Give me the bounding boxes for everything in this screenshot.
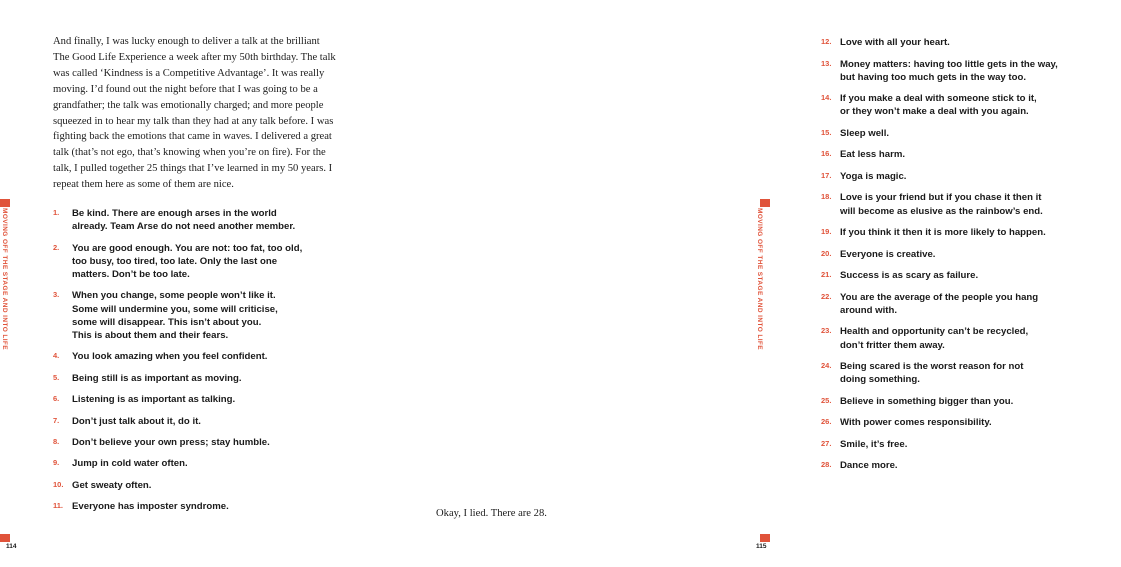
- list-item: [821, 191, 1121, 217]
- item-text-line: This is about them and their fears.: [72, 330, 229, 341]
- list-item: [53, 415, 353, 428]
- item-number: 13.: [821, 58, 832, 68]
- item-text-line: around with.: [840, 304, 898, 316]
- item-number: 18.: [821, 192, 832, 202]
- item-text-line: Everyone is creative.: [840, 248, 936, 260]
- list-item: [821, 92, 1121, 118]
- item-text-line: Being still is as important as moving.: [72, 372, 242, 384]
- item-text-line: Success is as scary as failure.: [840, 270, 979, 282]
- list-item: [821, 395, 1121, 408]
- item-number: 10.: [53, 479, 64, 489]
- lessons-list-left: [53, 207, 353, 522]
- edge-tab-left-bottom: [0, 534, 10, 542]
- item-text-line: Health and opportunity can’t be recycled,: [840, 326, 1029, 338]
- item-number: 12.: [821, 37, 832, 46]
- item-text-line: Yoga is magic.: [840, 170, 907, 182]
- list-item: [821, 416, 1121, 429]
- item-number: 15.: [821, 127, 832, 137]
- item-text-line: Be kind. There are enough arses in the world: [72, 208, 277, 219]
- closing-line: Okay, I lied. There are 28.: [436, 508, 547, 519]
- item-number: 20.: [821, 248, 832, 258]
- item-text-line: Listening is as important as talking.: [72, 394, 236, 406]
- item-text-line: If you make a deal with someone stick to it,: [840, 93, 1037, 105]
- list-item: [821, 291, 1121, 317]
- item-text-line: Believe in something bigger than you.: [840, 395, 1014, 407]
- list-item: [821, 127, 1121, 140]
- item-number: 19.: [821, 227, 832, 237]
- list-item: [821, 438, 1121, 451]
- item-text-line: With power comes responsibility.: [840, 417, 992, 429]
- lessons-list-right: [821, 36, 1121, 481]
- list-item: [53, 393, 353, 406]
- running-head-right: MOVING OFF THE STAGE AND INTO LIFE: [756, 208, 763, 351]
- item-text-line: When you change, some people won’t like it.: [72, 290, 276, 302]
- list-item: [53, 500, 353, 513]
- item-text-line: Get sweaty often.: [72, 479, 152, 491]
- item-number: 8.: [53, 436, 60, 446]
- item-text-line: some will disappear. This isn’t about you.: [72, 316, 262, 328]
- item-text-line: but having too much gets in the way too.: [840, 71, 1027, 83]
- item-number: 23.: [821, 326, 832, 336]
- item-text-line: Eat less harm.: [840, 149, 906, 161]
- list-item: [53, 242, 353, 282]
- list-item: [821, 459, 1121, 472]
- page-number-right: 115: [756, 543, 767, 550]
- list-item: [821, 148, 1121, 161]
- list-item: [821, 170, 1121, 183]
- item-text-line: too busy, too tired, too late. Only the last one: [72, 255, 278, 267]
- item-text-line: already. Team Arse do not need another member.: [72, 221, 296, 233]
- item-number: 24.: [821, 361, 832, 371]
- list-item: [821, 36, 1121, 49]
- right-page: [385, 0, 1058, 567]
- list-item: [53, 372, 353, 385]
- item-text-line: doing something.: [840, 374, 920, 386]
- intro-paragraph: And finally, I was lucky enough to deliver a talk at the brilliant The Good Life Experience a week after my 50th birthday. The talk was called ‘Kindness is a Competitive Advantage’. It was really moving. I’d found out the night before that I was going to be a grandfather; the talk was emotionally charged; and more people squeezed in to hear my talk than they had at any talk before. I was fighting back the emotions that came in waves. I delivered a great talk (that’s not ego, that’s knowing when you’re on fire). For the talk, I pulled together 25 things that I’ve learned in my 50 years. I repeat them here as some of them are nice.: [53, 36, 336, 191]
- running-head-left: MOVING OFF THE STAGE AND INTO LIFE: [1, 208, 8, 351]
- list-item: [821, 325, 1121, 351]
- item-text-line: or they won’t make a deal with you again.: [840, 106, 1029, 118]
- list-item: [53, 350, 353, 363]
- item-text-line: Some will undermine you, some will criticise,: [72, 303, 278, 315]
- item-text-line: matters. Don’t be too late.: [72, 269, 190, 280]
- item-text-line: Don’t believe your own press; stay humble.: [72, 436, 270, 448]
- item-number: 6.: [53, 394, 60, 404]
- item-number: 11.: [53, 501, 64, 511]
- item-text-line: Sleep well.: [840, 127, 890, 139]
- list-item: [53, 436, 353, 449]
- item-text-line: will become as elusive as the rainbow’s end.: [840, 205, 1043, 217]
- item-number: 17.: [821, 170, 832, 180]
- item-number: 14.: [821, 93, 832, 103]
- item-number: 1.: [53, 208, 60, 217]
- item-number: 26.: [821, 417, 832, 427]
- item-number: 5.: [53, 372, 60, 382]
- item-number: 2.: [53, 242, 60, 252]
- item-text-line: Smile, it’s free.: [840, 438, 908, 450]
- item-number: 27.: [821, 438, 832, 448]
- left-page: [0, 0, 385, 567]
- list-item: [53, 207, 353, 233]
- item-text-line: Love is your friend but if you chase it then it: [840, 192, 1042, 204]
- list-item: [53, 479, 353, 492]
- page-number-left: 114: [6, 543, 17, 550]
- item-number: 3.: [53, 290, 60, 300]
- item-text-line: Dance more.: [840, 460, 898, 472]
- edge-tab-right-bottom: [760, 534, 770, 542]
- list-item: [53, 289, 353, 342]
- edge-tab-left-top: [0, 199, 10, 207]
- item-text-line: You are the average of the people you hang: [840, 291, 1039, 303]
- list-item: [821, 360, 1121, 386]
- item-text-line: If you think it then it is more likely to happen.: [840, 227, 1046, 239]
- item-number: 21.: [821, 270, 832, 280]
- list-item: [821, 248, 1121, 261]
- list-item: [821, 58, 1121, 84]
- edge-tab-right-top: [760, 199, 770, 207]
- item-number: 28.: [821, 460, 832, 470]
- item-number: 4.: [53, 351, 60, 361]
- item-number: 22.: [821, 291, 832, 301]
- item-text-line: You are good enough. You are not: too fat, too old,: [72, 242, 303, 254]
- item-number: 25.: [821, 395, 832, 405]
- item-number: 9.: [53, 458, 60, 468]
- item-text-line: Don’t just talk about it, do it.: [72, 415, 201, 427]
- list-item: [821, 269, 1121, 282]
- item-text-line: Being scared is the worst reason for not: [840, 361, 1024, 373]
- item-text-line: You look amazing when you feel confident.: [72, 351, 268, 363]
- item-number: 16.: [821, 149, 832, 159]
- list-item: [53, 457, 353, 470]
- item-text-line: Everyone has imposter syndrome.: [72, 501, 229, 513]
- item-number: 7.: [53, 415, 60, 425]
- list-item: [821, 226, 1121, 239]
- item-text-line: Jump in cold water often.: [72, 458, 188, 470]
- item-text-line: don’t fritter them away.: [840, 339, 945, 351]
- item-text-line: Love with all your heart.: [840, 37, 950, 48]
- item-text-line: Money matters: having too little gets in the way,: [840, 58, 1058, 70]
